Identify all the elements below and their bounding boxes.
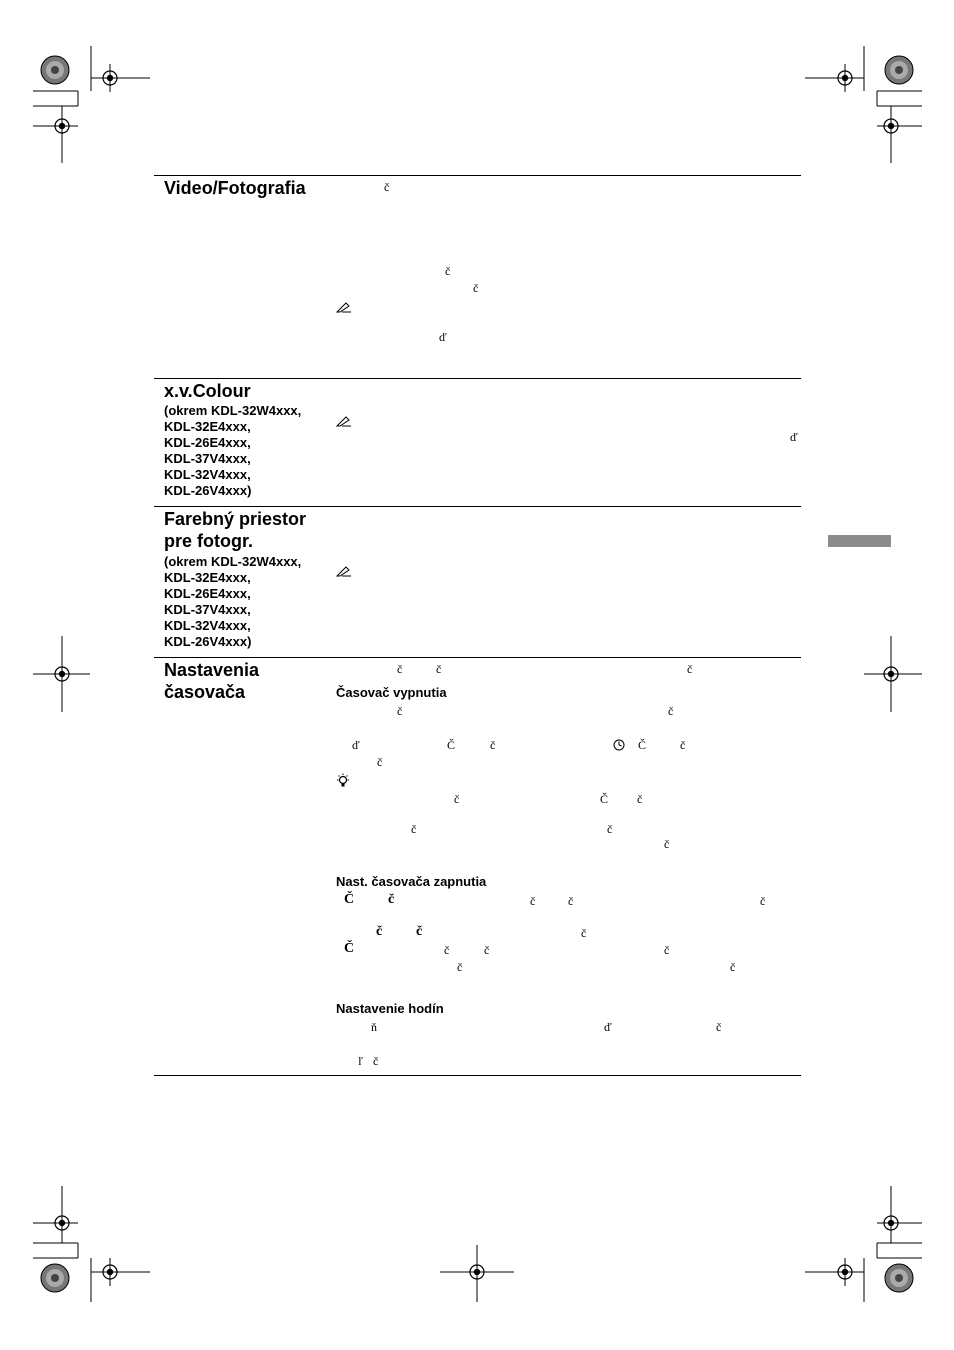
clock-icon <box>613 739 625 751</box>
model-exception-line: KDL-32V4xxx, <box>164 618 251 633</box>
glyph: č <box>444 943 450 957</box>
glyph: č <box>445 264 451 278</box>
glyph: č <box>716 1020 722 1034</box>
glyph: č <box>373 1054 379 1068</box>
hint-bulb-icon <box>336 773 350 789</box>
subhead-casovac-vypnutia: Časovač vypnutia <box>336 685 447 700</box>
note-pencil-icon <box>336 301 352 313</box>
glyph: č <box>484 943 490 957</box>
glyph: č <box>664 943 670 957</box>
section-title-video-fotografia: Video/Fotografia <box>164 178 306 198</box>
glyph: ň <box>371 1020 377 1034</box>
model-exception-line: KDL-32V4xxx, <box>164 467 251 482</box>
glyph: ď <box>604 1020 612 1034</box>
model-exception-line: KDL-37V4xxx, <box>164 451 251 466</box>
model-exception-line: KDL-32E4xxx, <box>164 419 251 434</box>
glyph: Č <box>600 792 609 806</box>
glyph: č <box>607 822 613 836</box>
glyph: č <box>490 738 496 752</box>
glyph: Č <box>447 738 456 752</box>
glyph: č <box>581 926 587 940</box>
chapter-side-tab <box>828 535 891 547</box>
model-exception-line: KDL-26E4xxx, <box>164 586 251 601</box>
glyph: ď <box>352 738 360 752</box>
glyph: č <box>680 738 686 752</box>
model-exception-line: (okrem KDL-32W4xxx, <box>164 554 302 569</box>
glyph: č <box>377 755 383 769</box>
glyph: ď <box>790 430 798 444</box>
glyph: č <box>637 792 643 806</box>
section-title-nastavenia-casovaca: Nastavenia <box>164 660 260 680</box>
glyph: č <box>436 662 442 676</box>
glyph: č <box>530 894 536 908</box>
glyph: č <box>568 894 574 908</box>
glyph: Č <box>344 892 355 907</box>
section-title-xvcolour: x.v.Colour <box>164 381 251 401</box>
note-pencil-icon <box>336 565 352 577</box>
glyph: č <box>730 960 736 974</box>
table-rule <box>154 657 801 658</box>
glyph: č <box>687 662 693 676</box>
model-exception-line: KDL-26E4xxx, <box>164 435 251 450</box>
glyph: č <box>457 960 463 974</box>
glyph: č <box>454 792 460 806</box>
model-exception-line: KDL-26V4xxx) <box>164 634 252 649</box>
glyph: č <box>760 894 766 908</box>
model-exception-line: KDL-37V4xxx, <box>164 602 251 617</box>
model-exception-line: KDL-26V4xxx) <box>164 483 252 498</box>
glyph: č <box>668 704 674 718</box>
subhead-nastavenie-hodin: Nastavenie hodín <box>336 1001 444 1016</box>
glyph: č <box>411 822 417 836</box>
model-exception-line: (okrem KDL-32W4xxx, <box>164 403 302 418</box>
table-rule <box>154 378 801 379</box>
glyph: ď <box>439 330 447 344</box>
table-rule <box>154 1075 801 1076</box>
note-pencil-icon <box>336 415 352 427</box>
section-title-farebny-priestor-line2: pre fotogr. <box>164 531 253 551</box>
glyph: č <box>473 281 479 295</box>
glyph: ľ <box>358 1054 363 1068</box>
section-title-farebny-priestor: Farebný priestor <box>164 509 307 529</box>
glyph: č <box>388 892 395 907</box>
glyph: Č <box>638 738 647 752</box>
section-title-nastavenia-casovaca-line2: časovača <box>164 682 246 702</box>
glyph: Č <box>344 941 355 956</box>
subhead-nast-casovaca-zapnutia: Nast. časovača zapnutia <box>336 874 487 889</box>
glyph: č <box>664 837 670 851</box>
glyph: č <box>397 704 403 718</box>
glyph: č <box>376 924 383 939</box>
glyph: č <box>384 180 390 194</box>
table-rule <box>154 506 801 507</box>
glyph: č <box>397 662 403 676</box>
model-exception-line: KDL-32E4xxx, <box>164 570 251 585</box>
table-rule <box>154 175 801 176</box>
glyph: č <box>416 924 423 939</box>
